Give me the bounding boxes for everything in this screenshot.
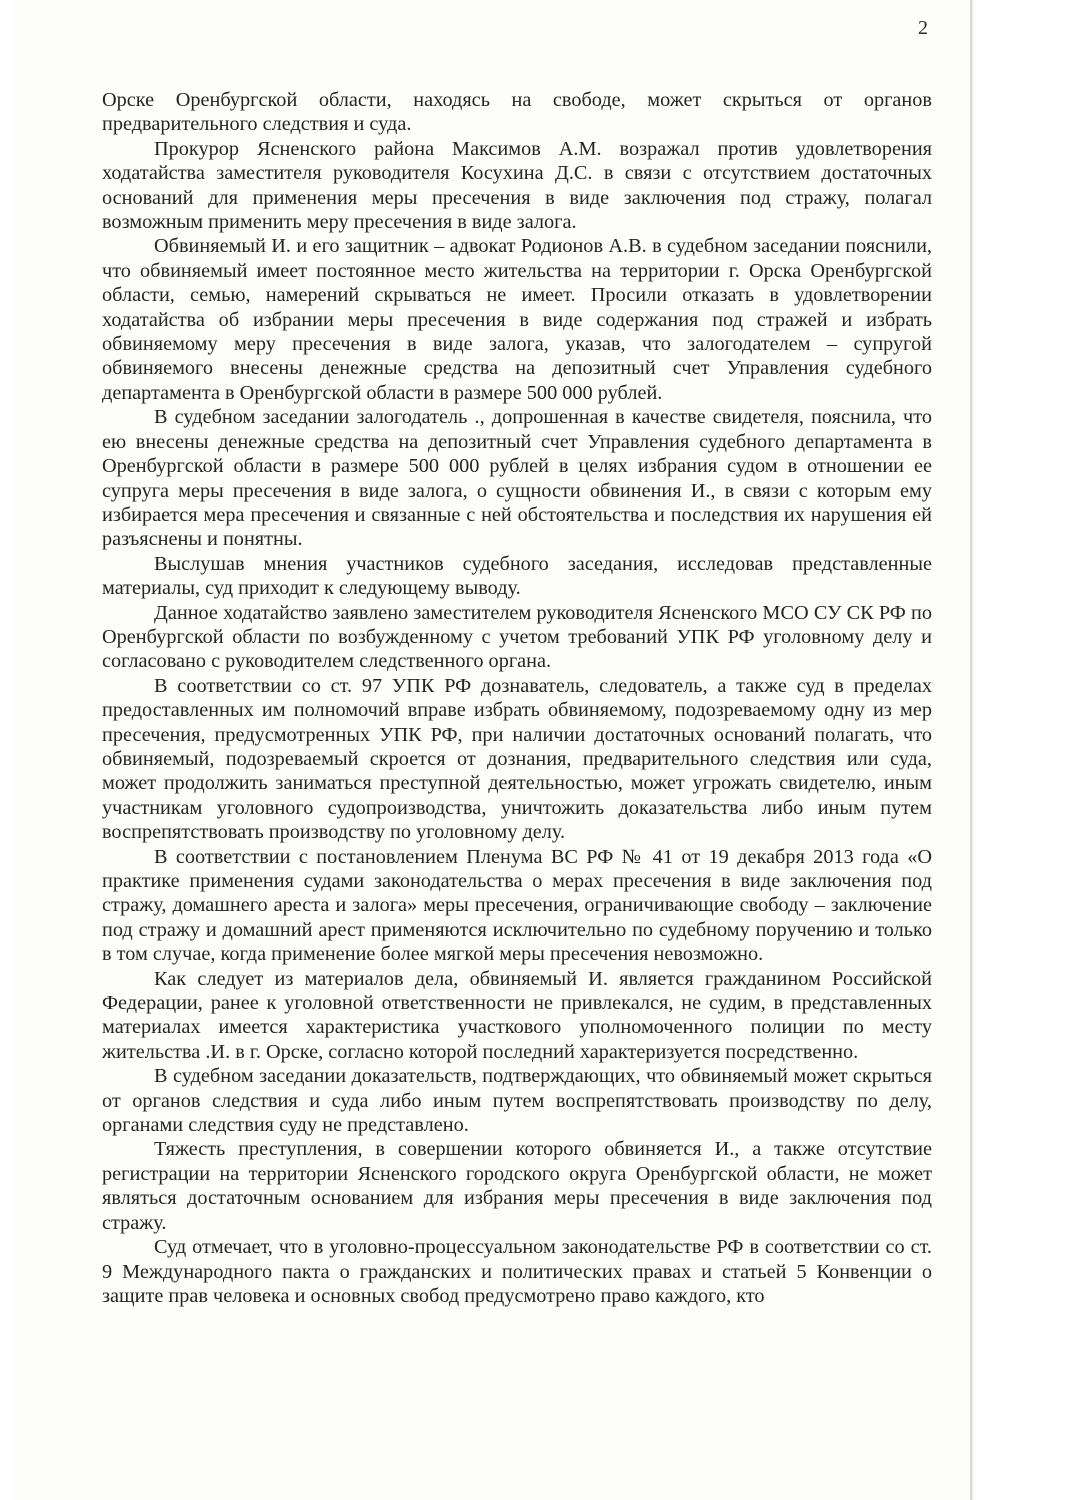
scanned-page	[12, 0, 972, 1500]
page-number: 2	[918, 17, 928, 39]
paragraph: Данное ходатайство заявлено заместителем руководителя Ясненского МСО СУ СК РФ по Оренбургской области по возбужденному с учетом требований УПК РФ уголовному делу и согласовано с руководителем следственного органа.	[102, 601, 932, 673]
paragraph: Суд отмечает, что в уголовно-процессуальном законодательстве РФ в соответствии со ст. 9 Международного пакта о гражданских и политических правах и статьей 5 Конвенции о защите прав человека и основных свобод предусмотрено право каждого, кто	[102, 1236, 932, 1307]
paragraph: Выслушав мнения участников судебного заседания, исследовав представленные материалы, суд приходит к следующему выводу.	[102, 552, 932, 600]
paragraph: Прокурор Ясненского района Максимов А.М. возражал против удовлетворения ходатайства заместителя руководителя Косухина Д.С. в связи с отсутствием достаточных оснований для применения меры пресечения в виде заключения под стражу, полагал возможным применить меру пресечения в виде залога.	[102, 137, 932, 234]
paragraph: Тяжесть преступления, в совершении которого обвиняется И., а также отсутствие регистрации на территории Ясненского городского округа Оренбургской области, не может являться достаточным основанием для избрания меры пресечения в виде заключения под стражу.	[102, 1138, 932, 1234]
document-body	[102, 88, 932, 1308]
paragraph: Орске Оренбургской области, находясь на свободе, может скрыться от органов предварительного следствия и суда.	[102, 89, 932, 136]
paragraph: В соответствии со ст. 97 УПК РФ дознаватель, следователь, а также суд в пределах предоставленных им полномочий вправе избрать обвиняемому, подозреваемому одну из мер пресечения, предусмотренных УПК РФ, при наличии достаточных оснований полагать, что обвиняемый, подозреваемый скроется от дознания, предварительного следствия или суда, может продолжить заниматься преступной деятельностью, может угрожать свидетелю, иным участникам уголовного судопроизводства, уничтожить доказательства либо иным путем воспрепятствовать производству по уголовному делу.	[102, 674, 932, 844]
paragraph: Как следует из материалов дела, обвиняемый И. является гражданином Российской Федерации, ранее к уголовной ответственности не привлекался, не судим, в представленных материалах имеется характеристика участкового уполномоченного полиции по месту жительства .И. в г. Орске, согласно которой последний характеризуется посредственно.	[102, 967, 932, 1063]
paragraph: В судебном заседании доказательств, подтверждающих, что обвиняемый может скрыться от органов следствия и суда либо иным путем воспрепятствовать производству по делу, органами следствия суду не представлено.	[102, 1065, 932, 1137]
paragraph: В соответствии с постановлением Пленума ВС РФ № 41 от 19 декабря 2013 года «О практике применения судами законодательства о мерах пресечения в виде заключения под стражу, домашнего ареста и залога» меры пресечения, ограничивающие свободу – заключение под стражу и домашний арест применяются исключительно по судебному поручению и только в том случае, когда применение более мягкой меры пресечения невозможно.	[102, 845, 932, 966]
paragraph: В судебном заседании залогодатель ., допрошенная в качестве свидетеля, пояснила, что ею внесены денежные средства на депозитный счет Управления судебного департамента в Оренбургской области в размере 500 000 рублей в целях избрания судом в отношении ее супруга меры пресечения в виде залога, о сущности обвинения И., в связи с которым ему избирается мера пресечения и связанные с ней обстоятельства и последствия их нарушения ей разъяснены и понятны.	[102, 406, 932, 551]
paragraph: Обвиняемый И. и его защитник – адвокат Родионов А.В. в судебном заседании пояснили, что обвиняемый имеет постоянное место жительства на территории г. Орска Оренбургской области, семью, намерений скрываться не имеет. Просили отказать в удовлетворении ходатайства об избрании меры пресечения в виде содержания под стражей и избрать обвиняемому меру пресечения в виде залога, указав, что залогодателем – супругой обвиняемого внесены денежные средства на депозитный счет Управления судебного департамента в Оренбургской области в размере 500 000 рублей.	[102, 235, 932, 404]
